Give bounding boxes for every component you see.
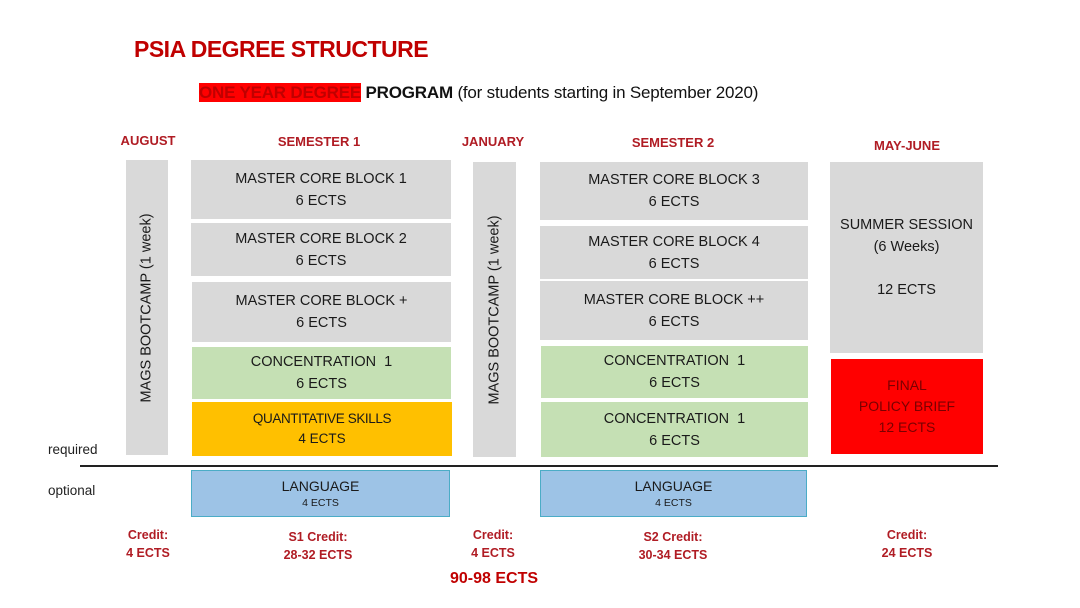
language-ects: 4 ECTS [655,496,692,509]
final-policy-brief-block [831,359,983,454]
block-ects: 6 ECTS [648,313,700,330]
summer-duration: (6 Weeks) [873,239,940,255]
final-subtitle: POLICY BRIEF [858,398,956,414]
january-bootcamp-block [473,162,516,457]
semester-2-credit [639,528,708,564]
final-ects: 12 ECTS [878,419,936,435]
block-title: CONCENTRATION 1 [250,354,393,370]
block-ects: 6 ECTS [648,255,700,272]
block-ects: 4 ECTS [298,431,346,446]
s1-master-core-block-1 [191,160,451,219]
block-title: CONCENTRATION 1 [603,410,746,427]
block-title: MASTER CORE BLOCK 3 [588,172,760,188]
summer-title: SUMMER SESSION [840,217,973,233]
block-ects: 6 ECTS [295,252,347,269]
credit-label: S1 Credit: [288,530,348,544]
august-credit [126,526,170,562]
block-ects: 6 ECTS [296,376,347,392]
credit-label: Credit: [472,528,514,542]
subtitle-program: PROGRAM [361,83,453,102]
block-title: MASTER CORE BLOCK + [235,293,408,309]
credit-value: 24 ECTS [881,546,933,560]
may-june-credit [882,526,933,562]
credit-value: 28-32 ECTS [283,548,353,562]
page-subtitle [199,83,758,103]
required-label: required [48,442,98,457]
s2-concentration-1a [541,346,808,398]
column-header-august: AUGUST [120,133,176,148]
subtitle-note: (for students starting in September 2020) [452,83,759,102]
credit-value: 30-34 ECTS [638,548,708,562]
block-title: CONCENTRATION 1 [603,353,746,369]
block-ects: 6 ECTS [296,315,347,331]
language-title: LANGUAGE [281,477,360,494]
august-bootcamp-label: MAGS BOOTCAMP (1 week) [139,212,156,403]
subtitle-program-type: ONE YEAR DEGREE [199,83,362,102]
column-header-january: JANUARY [461,134,525,149]
block-title: MASTER CORE BLOCK 2 [235,230,407,247]
s1-quantitative-skills [192,402,452,456]
credit-label: Credit: [886,528,928,542]
august-bootcamp-block [126,160,168,455]
january-credit [471,526,515,562]
s2-master-core-block-4 [540,226,808,279]
block-ects: 6 ECTS [649,375,700,391]
page-title: PSIA DEGREE STRUCTURE [134,36,429,62]
column-header-may-june: MAY-JUNE [874,138,940,153]
block-title: MASTER CORE BLOCK ++ [583,291,765,308]
language-ects: 4 ECTS [302,496,339,509]
summer-session-block [830,162,983,353]
s1-master-core-block-plus [192,282,451,342]
total-credits: 90-98 ECTS [449,570,539,587]
s2-master-core-block-plus-plus [540,281,808,340]
language-title: LANGUAGE [634,477,713,494]
required-optional-divider [80,465,998,467]
semester-1-credit [284,528,353,564]
column-header-semester-1: SEMESTER 1 [277,134,361,149]
s1-language-block [191,470,450,517]
block-ects: 6 ECTS [295,192,347,209]
s2-language-block [540,470,807,517]
s2-master-core-block-3 [540,162,808,220]
credit-value: 4 ECTS [471,546,515,560]
block-title: MASTER CORE BLOCK 1 [235,170,407,187]
block-ects: 6 ECTS [648,194,700,210]
final-title: FINAL [887,377,927,393]
s2-concentration-1b [541,402,808,457]
optional-label: optional [48,483,96,498]
column-header-semester-2: SEMESTER 2 [631,135,715,150]
s1-concentration-1 [192,347,451,399]
january-bootcamp-label: MAGS BOOTCAMP (1 week) [486,214,503,405]
block-ects: 6 ECTS [649,432,700,449]
s1-master-core-block-2 [191,223,451,276]
credit-label: Credit: [127,528,169,542]
summer-ects: 12 ECTS [877,282,936,298]
block-title: QUANTITATIVE SKILLS [252,411,392,426]
credit-value: 4 ECTS [126,546,170,560]
credit-label: S2 Credit: [643,530,703,544]
block-title: MASTER CORE BLOCK 4 [588,233,760,250]
